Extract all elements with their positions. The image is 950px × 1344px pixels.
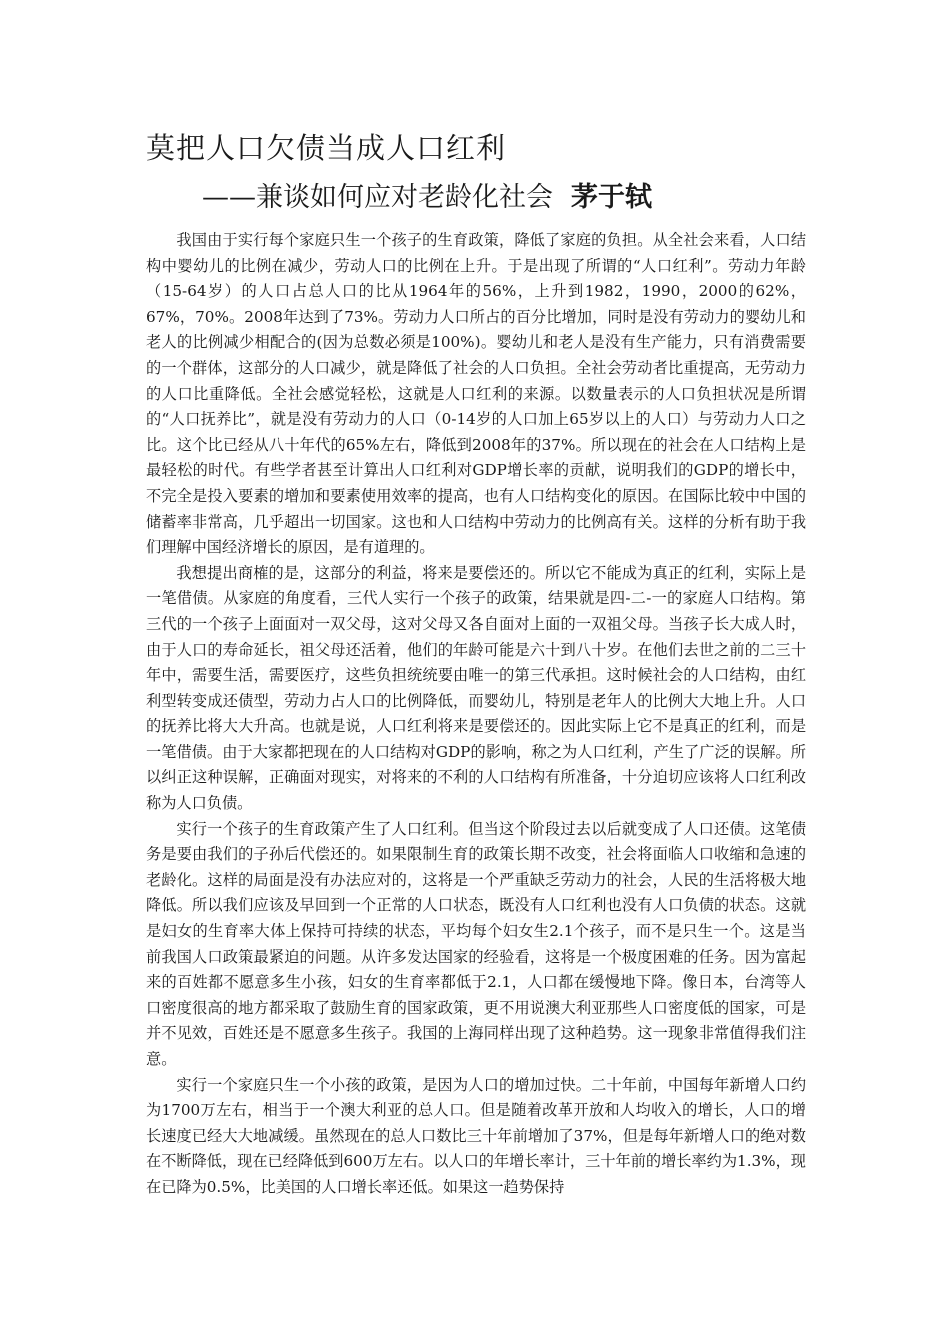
paragraph-3: 实行一个孩子的生育政策产生了人口红利。但当这个阶段过去以后就变成了人口还债。这笔债务是要由我们的子孙后代偿还的。如果限制生育的政策长期不改变，社会将面临人口收缩和急速的老龄化。这样的局面是没有办法应对的，这将是一个严重缺乏劳动力的社会，人民的生活将极大地降低。所以我们应该及早回到一个正常的人口状态，既没有人口红利也没有人口负债的状态。这就是妇女的生育率大体上保持可持续的状态，平均每个妇女生2.1个孩子，而不是只生一个。这是当前我国人口政策最紧迫的问题。从许多发达国家的经验看，这将是一个极度困难的任务。因为富起来的百姓都不愿意多生小孩，妇女的生育率都低于2.1，人口都在缓慢地下降。像日本，台湾等人口密度很高的地方都采取了鼓励生育的国家政策，更不用说澳大利亚那些人口密度低的国家，可是并不见效，百姓还是不愿意多生孩子。我国的上海同样出现了这种趋势。这一现象非常值得我们注意。	[146, 819, 806, 1068]
article-author: 茅于轼	[571, 182, 652, 213]
article-subtitle-line	[202, 178, 806, 218]
article-subtitle: ——兼谈如何应对老龄化社会	[202, 182, 553, 213]
paragraph-2: 我想提出商榷的是，这部分的利益，将来是要偿还的。所以它不能成为真正的红利，实际上是一笔借债。从家庭的角度看，三代人实行一个孩子的政策，结果就是四-二-一的家庭人口结构。第三代的一个孩子上面面对一双父母，这对父母又各自面对上面的一双祖父母。当孩子长大成人时，由于人口的寿命延长，祖父母还活着，他们的年龄可能是六十到八十岁。在他们去世之前的二三十年中，需要生活，需要医疗，这些负担统统要由唯一的第三代承担。这时候社会的人口结构，由红利型转变成还债型，劳动力占人口的比例降低，而婴幼儿，特别是老年人的比例大大地上升。人口的抚养比将大大升高。也就是说，人口红利将来是要偿还的。因此实际上它不是真正的红利，而是一笔借债。由于大家都把现在的人口结构对GDP的影响，称之为人口红利，产生了广泛的误解。所以纠正这种误解，正确面对现实，对将来的不利的人口结构有所准备，十分迫切应该将人口红利改称为人口负债。	[146, 563, 806, 813]
article-title: 莫把人口欠债当成人口红利	[146, 131, 507, 165]
paragraph-1: 我国由于实行每个家庭只生一个孩子的生育政策，降低了家庭的负担。从全社会来看，人口结构中婴幼儿的比例在减少，劳动人口的比例在上升。于是出现了所谓的“人口红利”。劳动力年龄（15-64岁）的人口占总人口的比从1964年的56%，上升到1982，1990，2000的62%，67%，70%。2008年达到了73%。劳动力人口所占的百分比增加，同时是没有劳动力的婴幼儿和老人的比例减少相配合的(因为总数必须是100%)。婴幼儿和老人是没有生产能力，只有消费需要的一个群体，这部分的人口减少，就是降低了社会的人口负担。全社会劳动者比重提高，无劳动力的人口比重降低。全社会感觉轻松，这就是人口红利的来源。以数量表示的人口负担状况是所谓的“人口抚养比”，就是没有劳动力的人口（0-14岁的人口加上65岁以上的人口）与劳动力人口之比。这个比已经从八十年代的65%左右，降低到2008年的37%。所以现在的社会在人口结构上是最轻松的时代。有些学者甚至计算出人口红利对GDP增长率的贡献，说明我们的GDP的增长中，不完全是投入要素的增加和要素使用效率的提高，也有人口结构变化的原因。在国际比较中中国的储蓄率非常高，几乎超出一切国家。这也和人口结构中劳动力的比例高有关。这样的分析有助于我们理解中国经济增长的原因，是有道理的。	[146, 231, 806, 557]
article	[146, 128, 806, 1201]
paragraph-4: 实行一个家庭只生一个小孩的政策，是因为人口的增加过快。二十年前，中国每年新增人口约为1700万左右，相当于一个澳大利亚的总人口。但是随着改革开放和人均收入的增长，人口的增长速度已经大大地减缓。虽然现在的总人口数比三十年前增加了37%，但是每年新增人口的绝对数在不断降低，现在已经降低到600万左右。以人口的年增长率计，三十年前的增长率约为1.3%，现在已降为0.5%，比美国的人口增长率还低。如果这一趋势保持	[146, 1075, 806, 1196]
